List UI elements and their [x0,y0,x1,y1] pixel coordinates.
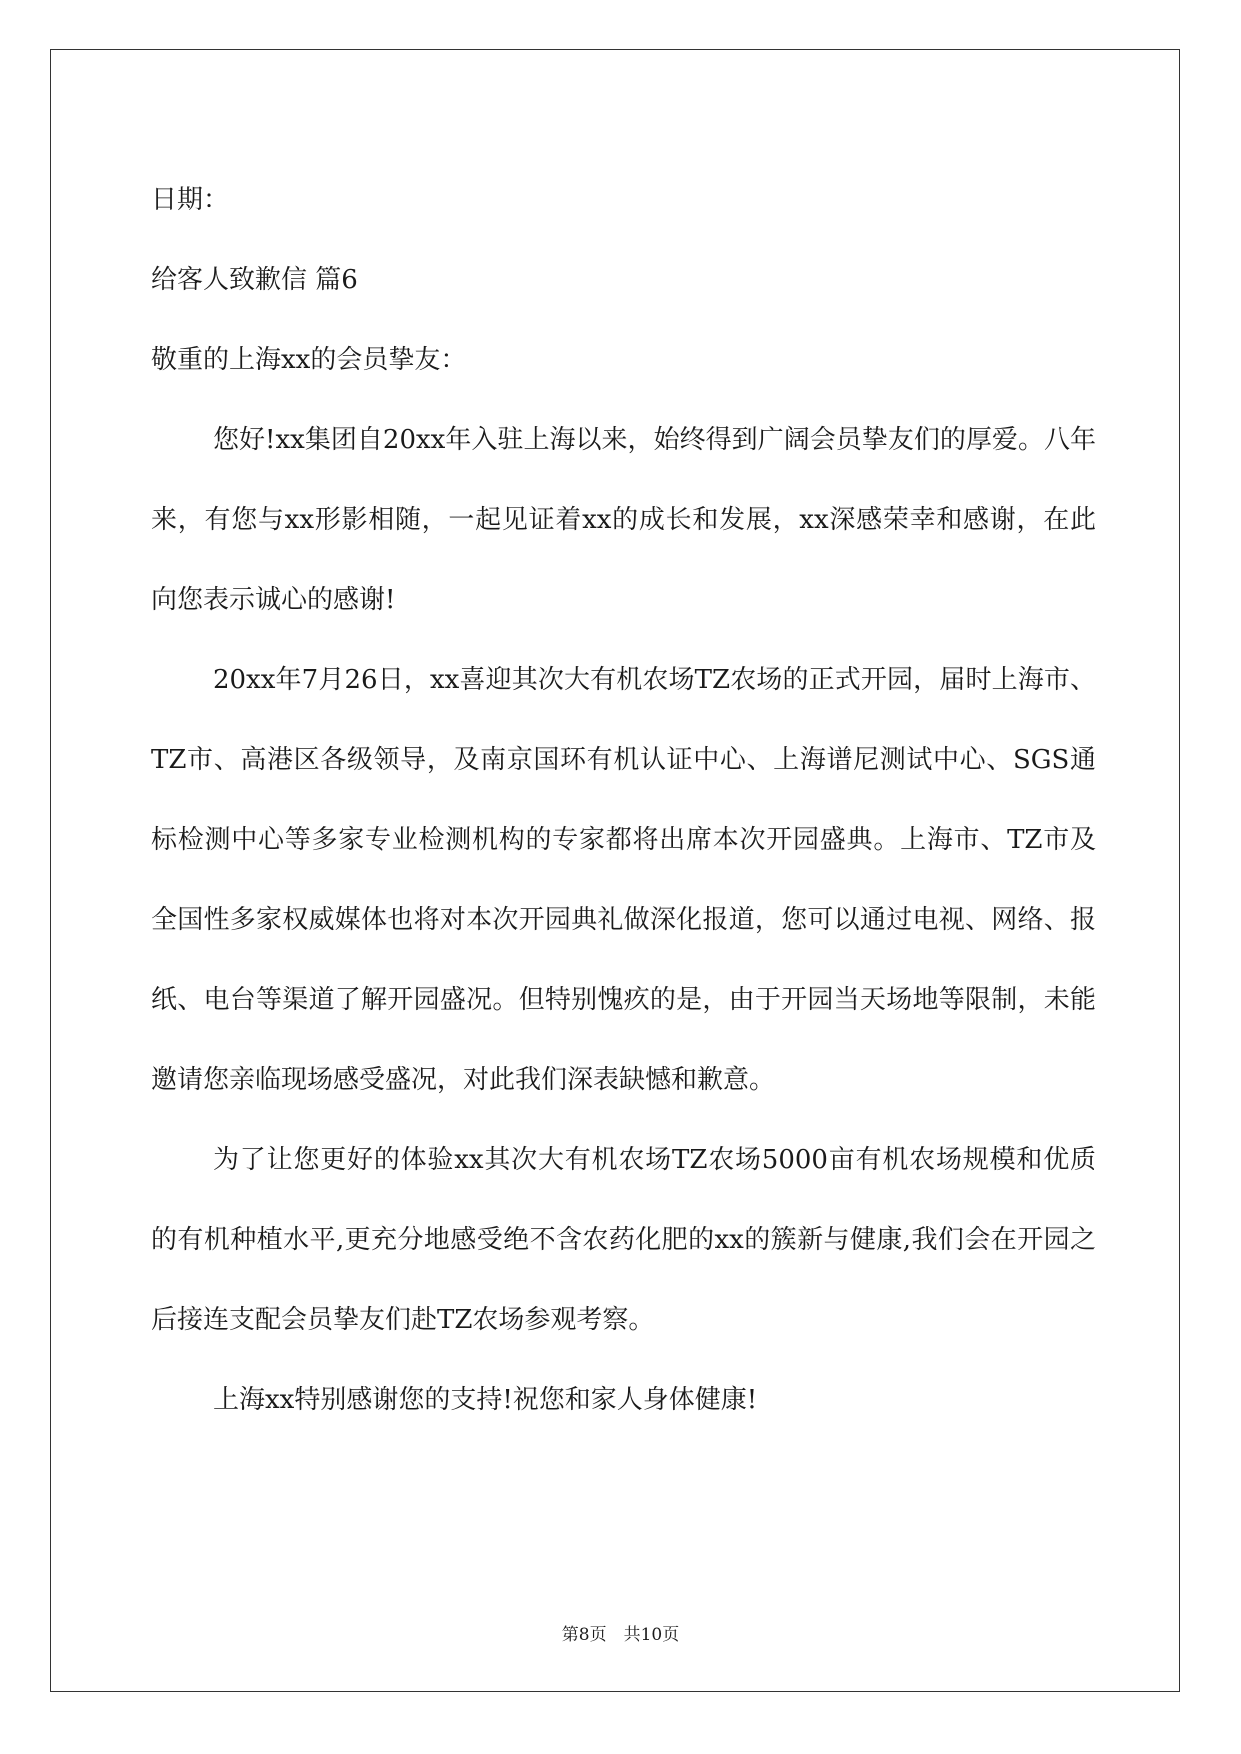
paragraph-4: 上海xx特别感谢您的支持!祝您和家人身体健康! [213,1385,758,1415]
salutation: 敬重的上海xx的会员挚友： [151,345,467,375]
section-title: 给客人致歉信 篇6 [151,265,358,295]
paragraph-2: 20xx年7月26日，xx喜迎其次大有机农场TZ农场的正式开园，届时上海市、TZ市、高港区各级领导，及南京国环有机认证中心、上海谱尼测试中心、SGS通标检测中心等多家专业检测机构的专家都将出席本次开园盛典。上海市、TZ市及全国性多家权威媒体也将对本次开园典礼做深化报道，您可以通过电视、网络、报纸、电台等渠道了解开园盛况。但特别愧疚的是，由于开园当天场地等限制，未能邀请您亲临现场感受盛况，对此我们深表缺憾和歉意。 [151,665,1096,1095]
page-footer: 第8页 共10页 [561,1625,680,1645]
document-body [151,160,1096,1440]
paragraph-1: 您好!xx集团自20xx年入驻上海以来，始终得到广阔会员挚友们的厚爱。八年来，有您与xx形影相随，一起见证着xx的成长和发展，xx深感荣幸和感谢，在此向您表示诚心的感谢! [151,425,1096,615]
date-label: 日期： [151,185,230,215]
paragraph-3: 为了让您更好的体验xx其次大有机农场TZ农场5000亩有机农场规模和优质的有机种植水平,更充分地感受绝不含农药化肥的xx的簇新与健康,我们会在开园之后接连支配会员挚友们赴TZ农场参观考察。 [151,1145,1096,1335]
